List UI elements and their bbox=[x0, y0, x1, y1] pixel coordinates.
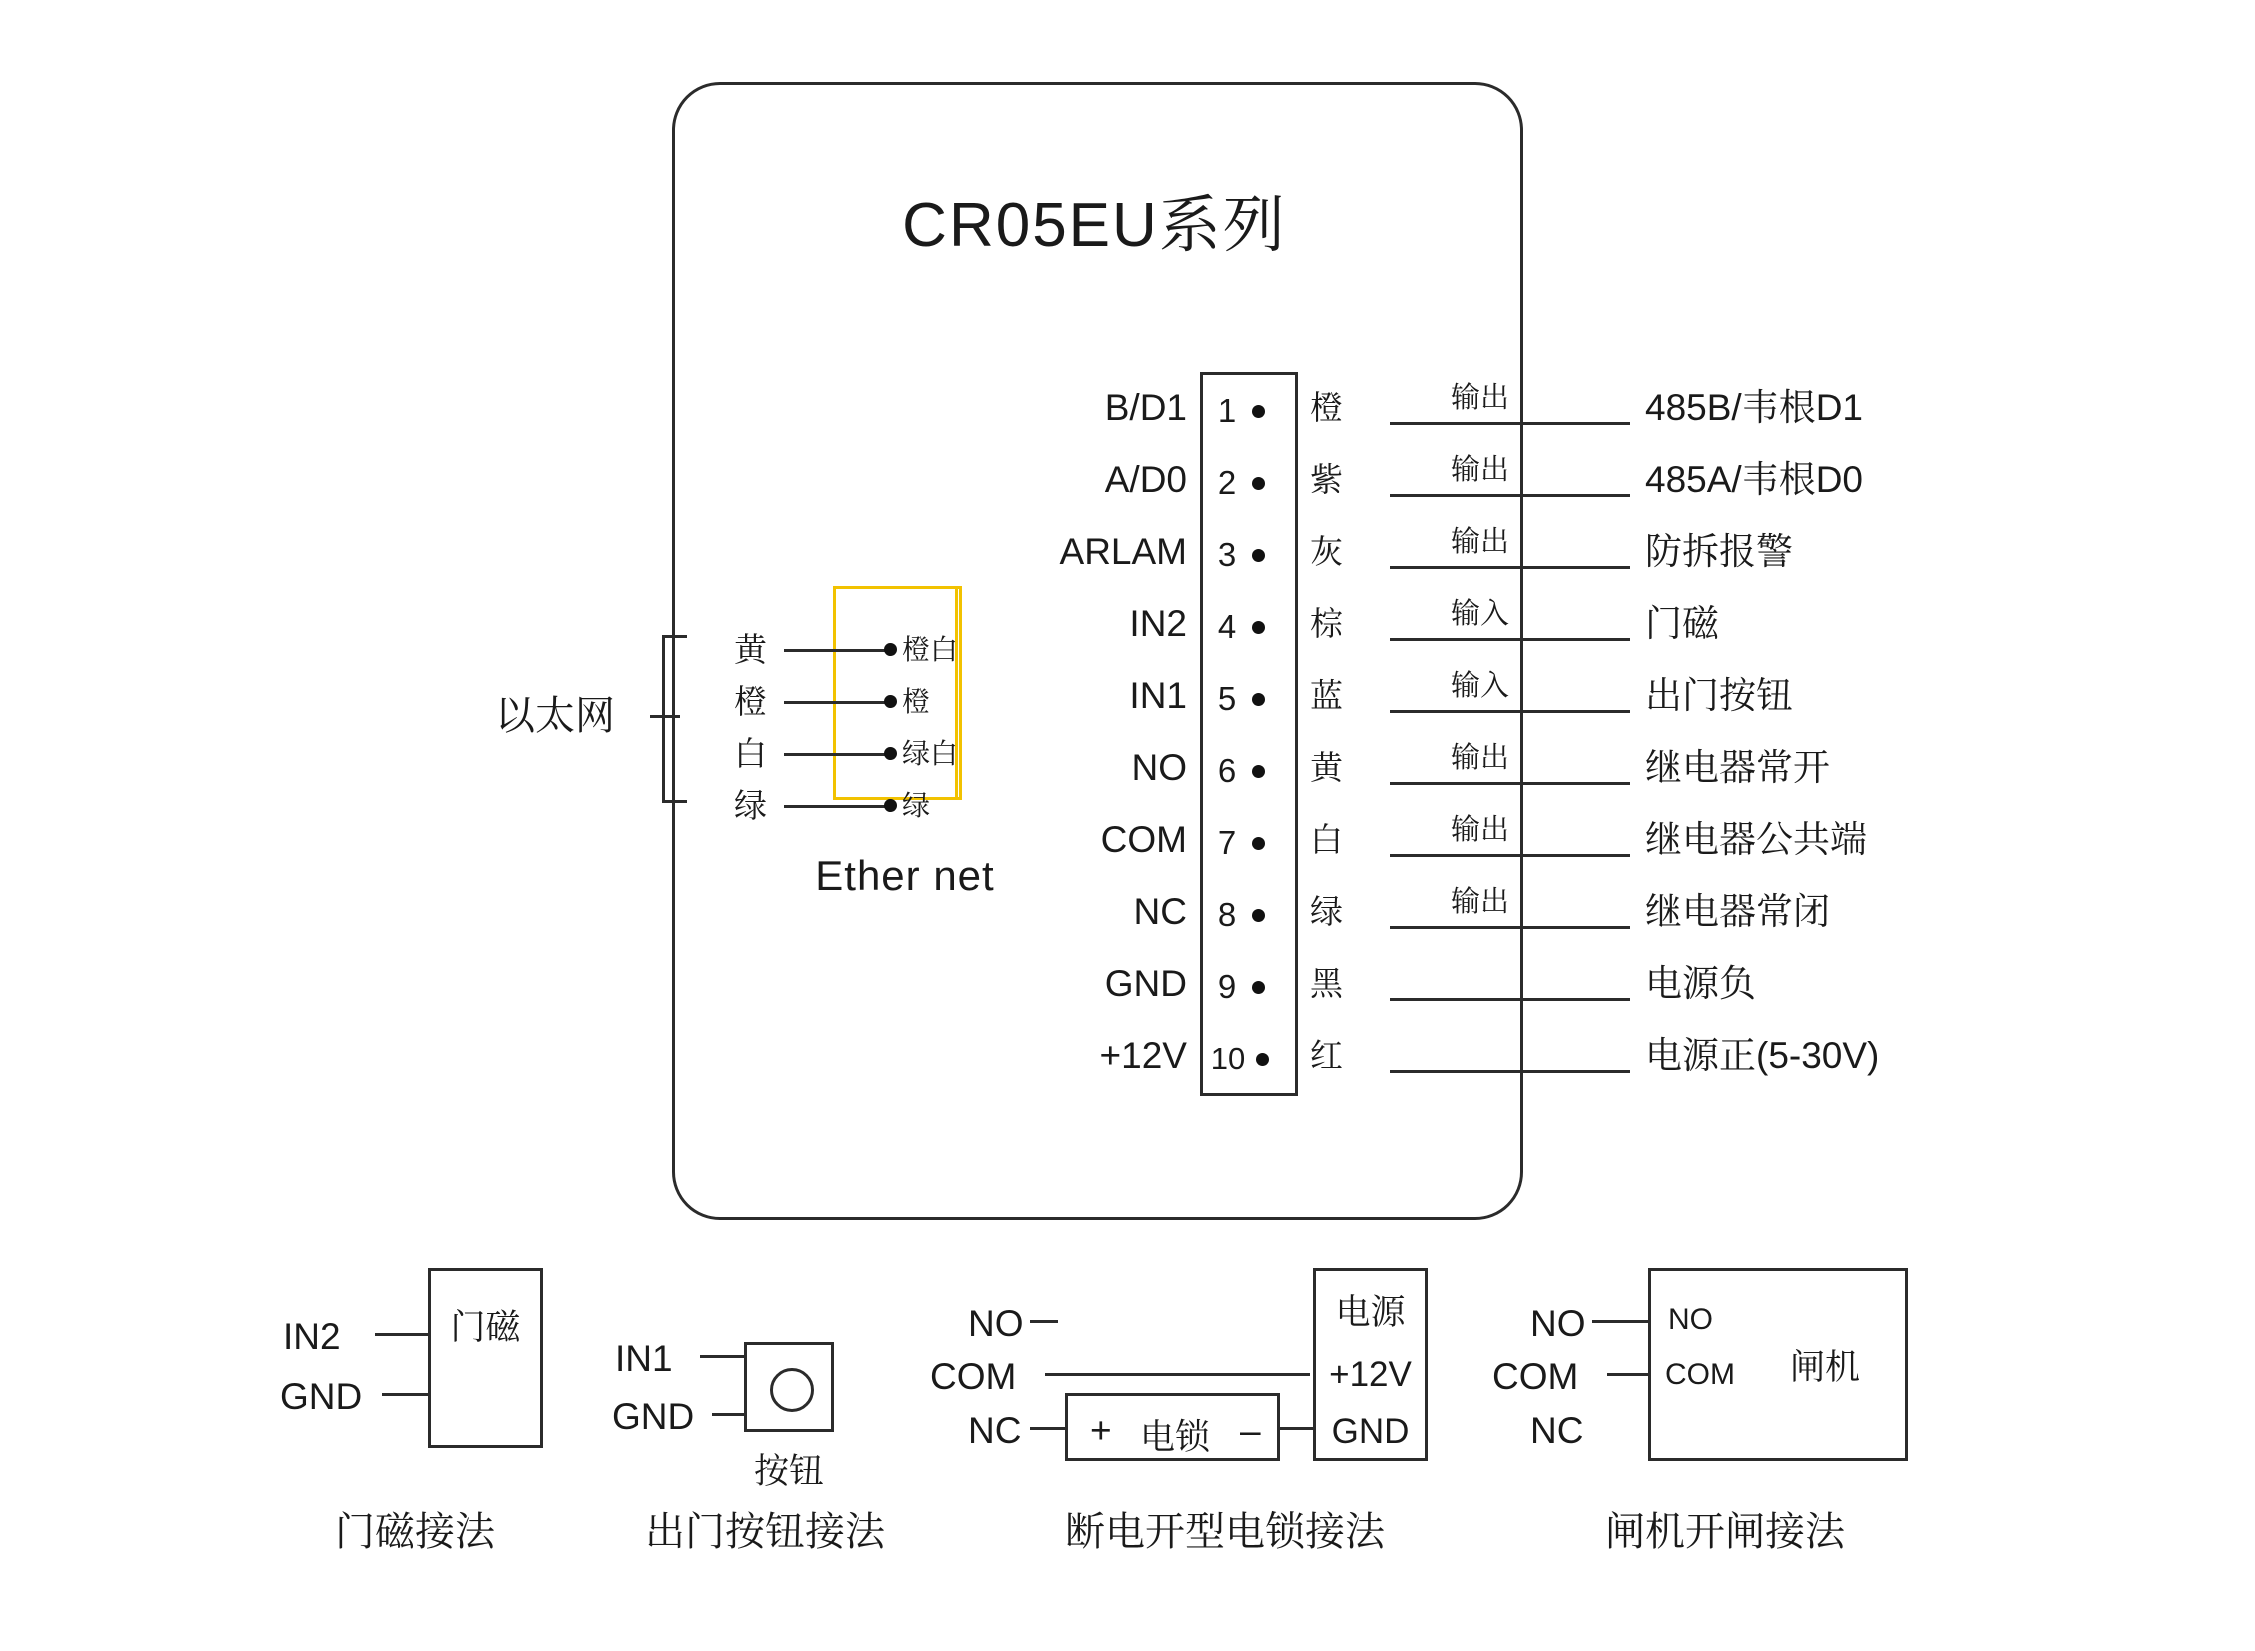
terminal-name: NO bbox=[1131, 747, 1187, 788]
terminal-name: NC bbox=[1133, 891, 1187, 932]
pin-number: 1 bbox=[1217, 392, 1237, 429]
io-direction-tag: 输入 bbox=[1450, 598, 1509, 630]
ethernet-group-label: 以太网 bbox=[495, 694, 615, 738]
pin-dot bbox=[1256, 1053, 1269, 1066]
signal-line bbox=[1390, 638, 1630, 641]
wire-color: 红 bbox=[1310, 1037, 1343, 1074]
wire-color: 紫 bbox=[1310, 461, 1343, 498]
door-sensor-caption: 门磁接法 bbox=[335, 1510, 495, 1554]
exit-button-circle-icon bbox=[770, 1368, 814, 1412]
pin-row bbox=[1200, 879, 1298, 951]
ethernet-line bbox=[784, 649, 894, 652]
exit-button-terminal: GND bbox=[612, 1396, 695, 1437]
pin-dot bbox=[1252, 837, 1265, 850]
power-pin-12v: +12V bbox=[1329, 1355, 1412, 1394]
terminal-description: 防拆报警 bbox=[1645, 531, 1793, 572]
pin-row bbox=[1200, 1023, 1298, 1095]
ethernet-line bbox=[784, 701, 894, 704]
door-sensor-wire bbox=[382, 1393, 430, 1396]
lock-terminal: NO bbox=[968, 1303, 1024, 1344]
exit-button-wire bbox=[712, 1413, 746, 1416]
terminal-name: GND bbox=[1104, 963, 1187, 1004]
pin-number: 4 bbox=[1217, 608, 1237, 645]
pin-number: 2 bbox=[1217, 464, 1237, 501]
device-title: CR05EU系列 bbox=[902, 191, 1287, 260]
door-sensor-wire bbox=[375, 1333, 430, 1336]
signal-line bbox=[1390, 854, 1630, 857]
gate-box-pin-no: NO bbox=[1668, 1303, 1713, 1336]
pin-row bbox=[1200, 735, 1298, 807]
pin-row bbox=[1200, 807, 1298, 879]
lock-terminal: COM bbox=[930, 1356, 1017, 1397]
pin-dot bbox=[1252, 549, 1265, 562]
wire-color: 棕 bbox=[1310, 605, 1343, 642]
terminal-description: 出门按钮 bbox=[1645, 675, 1793, 716]
gate-terminal: NC bbox=[1530, 1410, 1584, 1451]
ethernet-caption: Ether net bbox=[815, 852, 995, 899]
pin-number: 9 bbox=[1217, 968, 1237, 1005]
lock-plus-sign: + bbox=[1090, 1410, 1112, 1451]
terminal-description: 继电器公共端 bbox=[1645, 819, 1867, 860]
pin-number: 3 bbox=[1217, 536, 1237, 573]
io-direction-tag: 输出 bbox=[1450, 814, 1509, 846]
pin-dot bbox=[1252, 693, 1265, 706]
terminal-name: B/D1 bbox=[1104, 387, 1187, 428]
terminal-name: +12V bbox=[1099, 1035, 1187, 1076]
exit-button-caption: 出门按钮接法 bbox=[645, 1510, 885, 1554]
pin-row bbox=[1200, 663, 1298, 735]
io-direction-tag: 输出 bbox=[1450, 886, 1509, 918]
terminal-connector-block bbox=[1200, 372, 1298, 1096]
io-direction-tag: 输出 bbox=[1450, 526, 1509, 558]
ethernet-pin-dot bbox=[884, 643, 897, 656]
wire-color: 绿 bbox=[1310, 893, 1343, 930]
ethernet-wire-color: 橙 bbox=[734, 683, 767, 720]
lock-nc-wire bbox=[1030, 1427, 1065, 1430]
wire-color: 灰 bbox=[1310, 533, 1343, 570]
pin-dot bbox=[1252, 621, 1265, 634]
ethernet-pin-dot bbox=[884, 747, 897, 760]
terminal-description: 电源负 bbox=[1645, 963, 1756, 1004]
lock-to-power-wire bbox=[1280, 1427, 1315, 1430]
terminal-name: IN1 bbox=[1129, 675, 1187, 716]
signal-line bbox=[1390, 710, 1630, 713]
terminal-description: 门磁 bbox=[1645, 603, 1719, 644]
io-direction-tag: 输入 bbox=[1450, 670, 1509, 702]
terminal-name: A/D0 bbox=[1104, 459, 1187, 500]
ethernet-wire-color: 白 bbox=[734, 735, 767, 772]
ethernet-pair-label: 橙白 bbox=[902, 634, 959, 665]
electric-lock-label: 电锁 bbox=[1139, 1418, 1210, 1457]
gate-box-pin-com: COM bbox=[1665, 1358, 1735, 1391]
terminal-description: 485A/韦根D0 bbox=[1645, 459, 1863, 500]
lock-caption: 断电开型电锁接法 bbox=[1065, 1510, 1385, 1554]
gate-box-label: 闸机 bbox=[1789, 1348, 1860, 1387]
gate-com-wire bbox=[1607, 1373, 1648, 1376]
wire-color: 橙 bbox=[1310, 389, 1343, 426]
exit-button-terminal: IN1 bbox=[615, 1338, 673, 1379]
io-direction-tag: 输出 bbox=[1450, 742, 1509, 774]
ethernet-pin-dot bbox=[884, 695, 897, 708]
pin-row bbox=[1200, 447, 1298, 519]
signal-line bbox=[1390, 926, 1630, 929]
signal-line bbox=[1390, 782, 1630, 785]
ethernet-pair-label: 橙 bbox=[902, 686, 931, 717]
exit-button-wire bbox=[700, 1355, 746, 1358]
signal-line bbox=[1390, 566, 1630, 569]
pin-dot bbox=[1252, 765, 1265, 778]
power-supply-title: 电源 bbox=[1335, 1293, 1406, 1332]
terminal-description: 继电器常开 bbox=[1645, 747, 1830, 788]
signal-line bbox=[1390, 494, 1630, 497]
pin-dot bbox=[1252, 909, 1265, 922]
pin-dot bbox=[1252, 477, 1265, 490]
gate-no-wire bbox=[1592, 1320, 1648, 1323]
wire-color: 蓝 bbox=[1310, 677, 1343, 714]
door-sensor-terminal: IN2 bbox=[283, 1316, 341, 1357]
pin-number: 8 bbox=[1217, 896, 1237, 933]
signal-line bbox=[1390, 422, 1630, 425]
terminal-description: 电源正(5-30V) bbox=[1645, 1035, 1880, 1076]
terminal-name: IN2 bbox=[1129, 603, 1187, 644]
ethernet-wire-color: 黄 bbox=[734, 631, 767, 668]
door-sensor-box-label: 门磁 bbox=[450, 1308, 521, 1347]
ethernet-pair-label: 绿 bbox=[902, 790, 931, 821]
pin-number: 7 bbox=[1217, 824, 1237, 861]
io-direction-tag: 输出 bbox=[1450, 454, 1509, 486]
gate-terminal: COM bbox=[1492, 1356, 1579, 1397]
wire-color: 黄 bbox=[1310, 749, 1343, 786]
door-sensor-box bbox=[428, 1268, 543, 1448]
lock-com-wire bbox=[1045, 1373, 1310, 1376]
pin-row bbox=[1200, 591, 1298, 663]
door-sensor-terminal: GND bbox=[280, 1376, 363, 1417]
terminal-name: ARLAM bbox=[1059, 531, 1187, 572]
pin-dot bbox=[1252, 981, 1265, 994]
lock-no-wire bbox=[1030, 1320, 1058, 1323]
ethernet-pin-dot bbox=[884, 799, 897, 812]
lock-terminal: NC bbox=[968, 1410, 1022, 1451]
wire-color: 黑 bbox=[1310, 965, 1343, 1002]
gate-terminal: NO bbox=[1530, 1303, 1586, 1344]
signal-line bbox=[1390, 1070, 1630, 1073]
ethernet-pair-label: 绿白 bbox=[902, 738, 959, 769]
power-pin-gnd: GND bbox=[1331, 1412, 1410, 1451]
terminal-description: 485B/韦根D1 bbox=[1645, 387, 1863, 428]
ethernet-wire-color: 绿 bbox=[734, 787, 767, 824]
pin-row bbox=[1200, 519, 1298, 591]
ethernet-line bbox=[784, 753, 894, 756]
io-direction-tag: 输出 bbox=[1450, 382, 1509, 414]
signal-line bbox=[1390, 998, 1630, 1001]
pin-row bbox=[1200, 951, 1298, 1023]
pin-dot bbox=[1252, 405, 1265, 418]
lock-minus-sign: – bbox=[1240, 1410, 1261, 1451]
pin-number: 10 bbox=[1210, 1041, 1246, 1076]
gate-caption: 闸机开闸接法 bbox=[1605, 1510, 1845, 1554]
pin-number: 5 bbox=[1217, 680, 1237, 717]
ethernet-line bbox=[784, 805, 894, 808]
exit-button-label: 按钮 bbox=[753, 1452, 824, 1491]
terminal-name: COM bbox=[1100, 819, 1187, 860]
terminal-description: 继电器常闭 bbox=[1645, 891, 1830, 932]
wire-color: 白 bbox=[1310, 821, 1343, 858]
pin-row bbox=[1200, 375, 1298, 447]
pin-number: 6 bbox=[1217, 752, 1237, 789]
